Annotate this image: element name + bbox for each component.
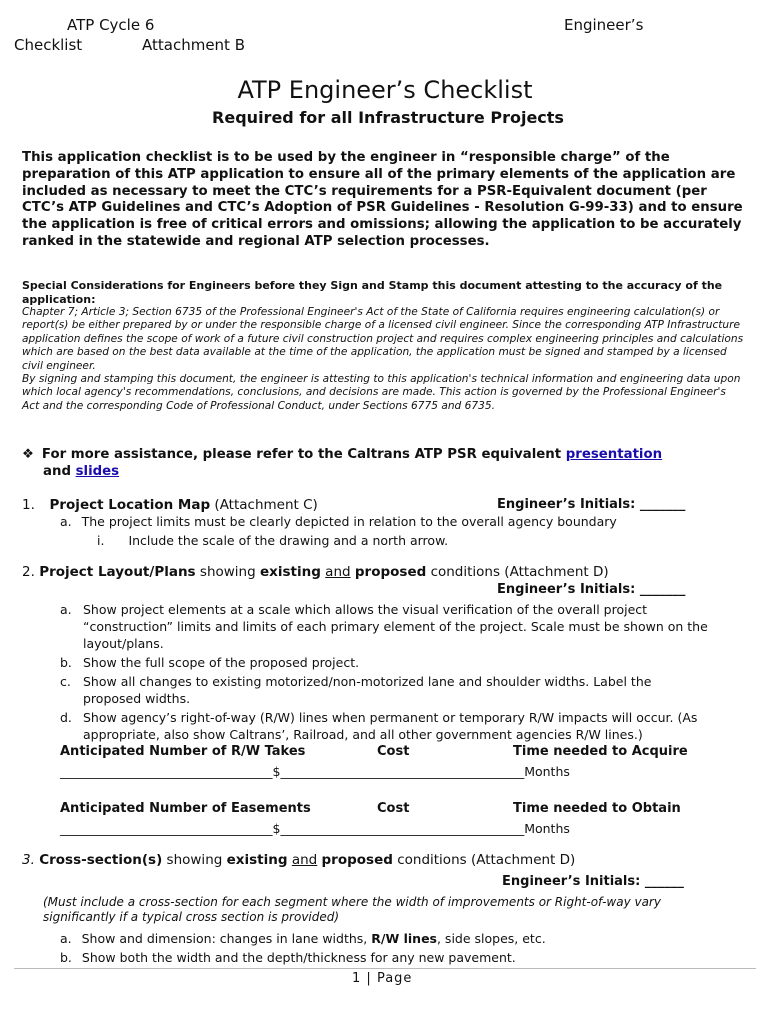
assistance-text: For more assistance, please refer to the Caltrans ATP PSR equivalent <box>41 447 562 462</box>
item-text: Show and dimension: changes in lane widths, <box>81 931 368 946</box>
easements-obtain-heading: Time needed to Obtain <box>513 801 681 816</box>
word-showing: showing <box>199 564 256 580</box>
rw-takes-fill-line[interactable]: __________________________________$_______________________________________Months <box>60 764 570 779</box>
page-title: ATP Engineer’s Checklist <box>237 76 533 104</box>
word-proposed: proposed <box>354 564 427 580</box>
assistance-note <box>22 446 722 480</box>
easements-heading: Anticipated Number of Easements <box>60 801 311 816</box>
section-3-item-b <box>60 949 516 966</box>
section-1-item-a <box>60 513 617 530</box>
page-label: Page <box>376 971 413 986</box>
special-paragraph-1: Chapter 7; Article 3; Section 6735 of the Professional Engineer's Act of the State of California requires engineering calculation(s) or report(s) be either prepared by or under the responsible charge of a licensed civil engineer. Since the corresponding ATP Infrastructure application defines the scope of work of a future civil construction project and requires complex engineering principles and calculations which are based on the best data available at the time of the application, the application must be signed and stamped by a licensed civil engineer. <box>22 306 744 372</box>
item-label: c. <box>60 674 71 689</box>
item-label: a. <box>60 514 72 529</box>
easements-cost-heading: Cost <box>377 801 410 816</box>
word-and: and <box>291 852 318 868</box>
section-2-item-a <box>60 601 720 652</box>
item-text: Show agency’s right-of-way (R/W) lines when permanent or temporary R/W impacts will occur. (As appropriate, also show Caltrans’, Railroad, and all other government agencies R/W lines.) <box>83 710 698 742</box>
word-proposed: proposed <box>321 852 393 868</box>
section-3-note: (Must include a cross-section for each segment where the width of improvements or Right-of-way vary significantly if a typical cross section is provided) <box>43 895 661 924</box>
section-2-number: 2. <box>22 564 35 580</box>
item-text: The project limits must be clearly depicted in relation to the overall agency boundary <box>81 514 617 529</box>
header-cycle: ATP Cycle 6 <box>67 16 155 34</box>
header-checklist: Checklist <box>14 36 83 54</box>
section-1-title: Project Location Map <box>49 497 211 513</box>
item-label: b. <box>60 950 72 965</box>
item-label: i. <box>97 533 105 548</box>
section-1-heading <box>22 497 318 513</box>
item-text-bold: R/W lines <box>371 931 437 946</box>
slides-link[interactable]: slides <box>75 464 120 479</box>
section-3-title: Cross-section(s) <box>39 852 163 868</box>
special-paragraph-2: By signing and stamping this document, the engineer is attesting to this application's technical information and engineering data upon which local agency's recommendations, conclusions, and decisions are made. This action is governed by the Professional Engineer's Act and the corresponding Code of Professional Conduct, under Sections 6775 and 6735. <box>22 373 741 412</box>
page-separator: | <box>366 971 372 986</box>
word-showing: showing <box>166 852 223 868</box>
diamond-bullet-icon: ❖ <box>22 447 34 462</box>
section-2-item-b <box>60 654 720 671</box>
item-label: a. <box>60 931 72 946</box>
section-3-heading <box>22 852 575 868</box>
section-2-title: Project Layout/Plans <box>39 564 196 580</box>
page-footer <box>352 971 412 986</box>
section-2-heading <box>22 564 609 580</box>
special-considerations-body <box>22 306 744 413</box>
section-3-attachment: conditions (Attachment D) <box>397 852 576 868</box>
item-text: Show all changes to existing motorized/non-motorized lane and shoulder widths. Label the proposed widths. <box>83 674 652 706</box>
section-3-initials[interactable]: Engineer’s Initials: ______ <box>502 874 684 889</box>
section-2-initials[interactable]: Engineer’s Initials: _______ <box>497 582 686 597</box>
easements-fill-line[interactable]: __________________________________$_______________________________________Months <box>60 821 570 836</box>
section-3-number: 3. <box>22 852 35 868</box>
item-text: Show both the width and the depth/thickness for any new pavement. <box>81 950 516 965</box>
word-existing: existing <box>259 564 321 580</box>
section-1-number: 1. <box>22 497 35 513</box>
word-and: and <box>325 564 351 580</box>
rw-takes-heading: Anticipated Number of R/W Takes <box>60 744 306 759</box>
word-existing: existing <box>226 852 288 868</box>
item-text: Show the full scope of the proposed project. <box>83 655 360 670</box>
header-attachment: Attachment B <box>142 36 245 54</box>
item-text: Show project elements at a scale which allows the visual verification of the overall project “construction” limits and limits of each primary element of the project. Scale must be shown on the layout/plans. <box>83 602 708 651</box>
presentation-link[interactable]: presentation <box>565 447 663 462</box>
page-number: 1 <box>352 971 362 986</box>
section-3-item-a <box>60 930 546 947</box>
special-considerations-heading: Special Considerations for Engineers before they Sign and Stamp this document attesting to the accuracy of the application: <box>22 279 723 306</box>
page-subtitle: Required for all Infrastructure Projects <box>212 108 564 127</box>
item-text-tail: , side slopes, etc. <box>436 931 546 946</box>
item-label: a. <box>60 602 72 617</box>
item-label: d. <box>60 710 72 725</box>
section-2-item-c <box>60 673 720 707</box>
item-text: Include the scale of the drawing and a north arrow. <box>128 533 449 548</box>
section-2-attachment: conditions (Attachment D) <box>430 564 609 580</box>
section-1-attachment: (Attachment C) <box>214 497 318 513</box>
footer-rule <box>14 968 756 969</box>
header-engineers: Engineer’s <box>564 16 644 34</box>
section-1-item-i <box>97 532 448 549</box>
item-label: b. <box>60 655 72 670</box>
intro-paragraph: This application checklist is to be used by the engineer in “responsible charge” of the preparation of this ATP application to ensure all of the primary elements of the application are included as necessary to meet the CTC’s requirements for a PSR-Equivalent document (per CTC’s ATP Guidelines and CTC’s Adoption of PSR Guidelines - Resolution G-99-33) and to ensure the application is free of critical errors and omissions; allowing the application to be accurately ranked in the statewide and regional ATP selection processes. <box>22 150 743 249</box>
section-2-item-d <box>60 709 720 743</box>
section-1-initials[interactable]: Engineer’s Initials: _______ <box>497 497 686 512</box>
assistance-and: and <box>43 464 71 479</box>
rw-acquire-heading: Time needed to Acquire <box>513 744 688 759</box>
rw-cost-heading: Cost <box>377 744 410 759</box>
